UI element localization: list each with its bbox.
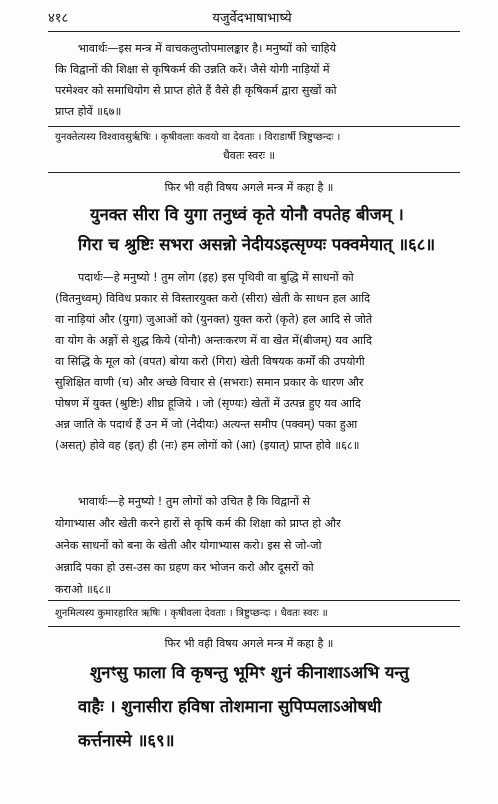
padartha-line: (असत्) होवे वह (इत्) ही (नः) हम लोगों को (आ) (इयात्) प्राप्त होवे ॥६८॥ — [55, 439, 360, 452]
mantra-line: शुनꣳसु फाला वि कृषन्तु भूमिꣳ शुनं कीनाशाऽअभि यन्तु — [90, 663, 409, 682]
padartha-line: वा नाड़ियां और (युगा) जुआओं को (युनक्त) युक्त करो (कृते) हल आदि से जोते — [55, 313, 373, 326]
bhavartha-line: अनेक साधनों को बना के खेती और योगाभ्यास करो। इस से जो-जो — [55, 539, 322, 552]
bhavartha-line: कि विद्वानों की शिक्षा से कृषिकर्म की उन्नति करें। जैसे योगी नाड़ियों में — [55, 63, 330, 76]
page-number: ४१८ — [48, 11, 69, 26]
padartha-line: अन्न जाति के पदार्थ हैं उन में जो (नेदीयः) अत्यन्त समीप (पक्वम्) पका हुआ — [55, 418, 358, 431]
padartha-line: वा योग के अङ्गों से शुद्ध किये (योनौ) अन्तःकरण में वा खेत में(बीजम्) यव आदि — [55, 334, 372, 347]
mantra-line: वाहैः । शुनासीरा हविषा तोशमाना सुपिप्पलाऽओषधी — [78, 697, 382, 716]
mantra-line: युनक्त सीरा वि युगा तनुध्वं कृते योनौ वपतेह बीजम् । — [90, 205, 404, 224]
section-rule — [48, 172, 460, 173]
running-title: यजुर्वेदभाषाभाष्ये — [212, 11, 292, 26]
section-intro: फिर भी वही विषय अगले मन्त्र में कहा है ॥ — [164, 637, 334, 650]
mantra-line: गिरा च श्रुष्टिः सभरा असन्नो नेदीयऽइत्सृण्यः पक्वमेयात् ॥६८॥ — [78, 235, 436, 254]
bhavartha-line: प्राप्त होवें ॥६७॥ — [55, 105, 122, 118]
mantra-line: कर्त्तनास्मे ॥६९॥ — [78, 731, 175, 750]
page-header — [48, 6, 456, 28]
bhavartha-line: भावार्थः—इस मन्त्र में वाचकलुप्तोपमालङ्कार है। मनुष्यों को चाहिये — [78, 42, 337, 55]
section-rule — [48, 126, 460, 127]
padartha-line: पोषण में युक्त (श्रुष्टिः) शीघ्र हूजिये । जो (सृण्यः) खेतों में उत्पन्न हुए यव आदि — [55, 397, 361, 410]
header-rule — [48, 31, 460, 32]
bhavartha-line: परमेश्वर को समाधियोग से प्राप्त होते हैं वैसे ही कृषिकर्म द्वारा सुखों को — [55, 84, 337, 97]
padartha-line: वा सिद्धि के मूल को (वपत) बोया करो (गिरा) खेती विषयक कर्मों की उपयोगी — [55, 355, 365, 368]
section-rule — [48, 626, 460, 627]
bhavartha-line: कराओ ॥६८॥ — [55, 583, 112, 596]
mantra-metadata: युनक्तेत्यस्य विश्वावसुर्ऋषिः । कृषीवलाः कवयो वा देवताः । विराडार्षी त्रिष्टुप्छन्दः । — [55, 132, 341, 143]
bhavartha-line: भावार्थः—हे मनुष्यो ! तुम लोगों को उचित है कि विद्वानों से — [78, 495, 311, 508]
padartha-line: (वितनुध्वम्) विविध प्रकार से विस्तारयुक्त करो (सीरा) खेती के साधन हल आदि — [55, 292, 371, 305]
padartha-line: सुशिक्षित वाणी (च) और अच्छे विचार से (सभराः) समान प्रकार के धारण और — [55, 376, 364, 389]
mantra-svara: धैवतः स्वरः ॥ — [222, 149, 276, 162]
section-rule — [48, 600, 460, 601]
mantra-metadata: शुनमित्यस्य कुमारहारित ऋषिः । कृषीवला देवताः । त्रिष्टुप्छन्दः । धैवतः स्वरः ॥ — [55, 608, 328, 619]
bhavartha-line: अन्नादि पका हो उस-उस का ग्रहण कर भोजन करो और दूसरों को — [55, 561, 314, 574]
bhavartha-line: योगाभ्यास और खेती करने हारों से कृषि कर्म की शिक्षा को प्राप्त हो और — [55, 517, 341, 530]
padartha-line: पदार्थः—हे मनुष्यो ! तुम लोग (इह) इस पृथिवी वा बुद्धि में साधनों को — [78, 271, 354, 284]
section-intro: फिर भी वही विषय अगले मन्त्र में कहा है ॥ — [164, 181, 334, 194]
